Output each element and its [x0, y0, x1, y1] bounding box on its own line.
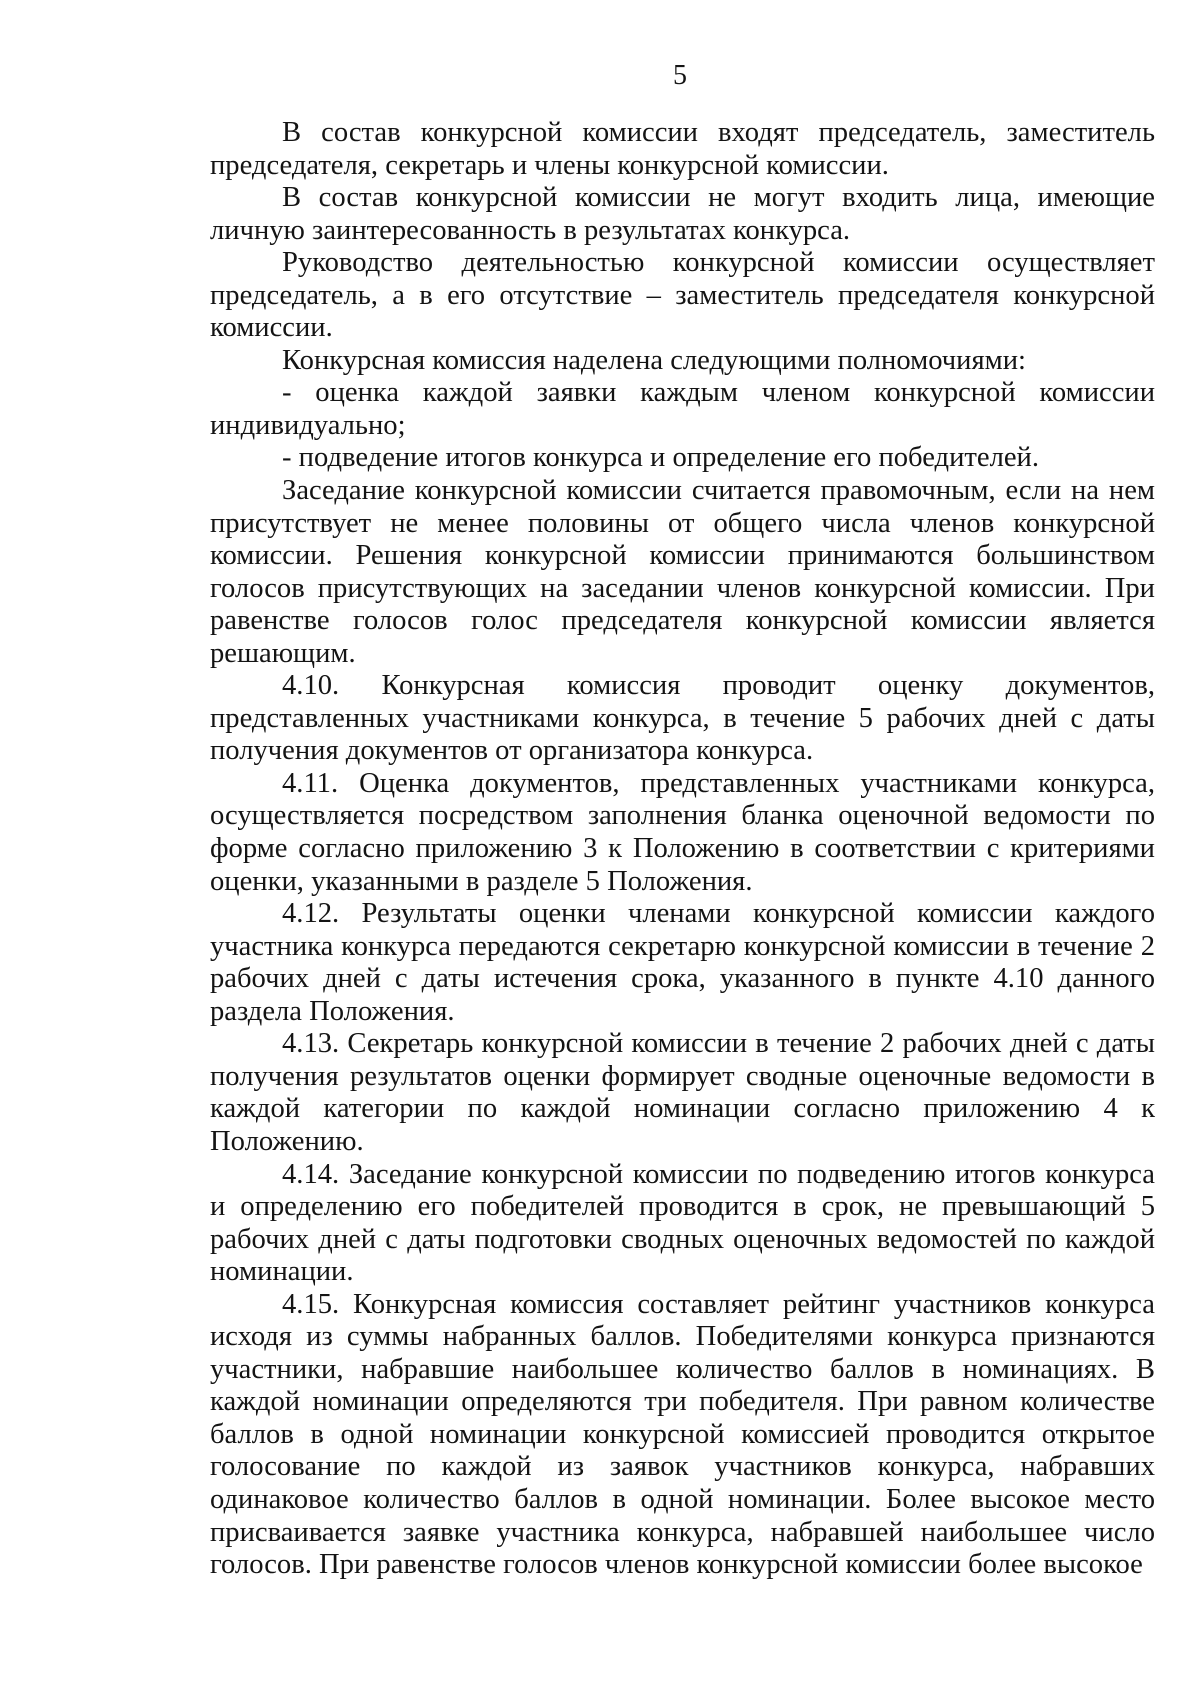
clause-4-11: 4.11. Оценка документов, представленных участниками конкурса, осуществляется посредством заполнения бланка оценочной ведомости по форме согласно приложению 3 к Положению в соответствии с критериями оценки, указанными в разделе 5 Положения. — [210, 767, 1155, 897]
clause-4-10: 4.10. Конкурсная комиссия проводит оценку документов, представленных участниками конкурса, в течение 5 рабочих дней с даты получения документов от организатора конкурса. — [210, 670, 1155, 767]
paragraph-commission-composition: В состав конкурсной комиссии входят председатель, заместитель председателя, секретарь и члены конкурсной комиссии. — [210, 117, 1155, 181]
document-body — [210, 117, 1155, 1582]
paragraph-commission-leadership: Руководство деятельностью конкурсной комиссии осуществляет председатель, а в его отсутствие – заместитель председателя конкурсной комиссии. — [210, 247, 1155, 344]
paragraph-meeting-quorum: Заседание конкурсной комиссии считается правомочным, если на нем присутствует не менее половины от общего числа членов конкурсной комиссии. Решения конкурсной комиссии принимаются большинством голосов присутствующих на заседании членов конкурсной комиссии. При равенстве голосов голос председателя конкурсной комиссии является решающим. — [210, 475, 1155, 669]
paragraph-commission-powers: Конкурсная комиссия наделена следующими полномочиями: — [282, 344, 1026, 376]
page-number: 5 — [673, 60, 687, 91]
list-item-evaluation: - оценка каждой заявки каждым членом конкурсной комиссии индивидуально; — [210, 377, 1155, 441]
paragraph-commission-restriction: В состав конкурсной комиссии не могут входить лица, имеющие личную заинтересованность в результатах конкурса. — [210, 182, 1155, 246]
clause-4-15: 4.15. Конкурсная комиссия составляет рейтинг участников конкурса исходя из суммы набранных баллов. Победителями конкурса признаются участники, набравшие наибольшее количество баллов в номинациях. В каждой номинации определяются три победителя. При равном количестве баллов в одной номинации конкурсной комиссией проводится открытое голосование по каждой из заявок участников конкурса, набравших одинаковое количество баллов в одной номинации. Более высокое место присваивается заявке участника конкурса, набравшей наибольшее число голосов. При равенстве голосов членов конкурсной комиссии более высокое — [210, 1288, 1155, 1581]
clause-4-13: 4.13. Секретарь конкурсной комиссии в течение 2 рабочих дней с даты получения результатов оценки формирует сводные оценочные ведомости в каждой категории по каждой номинации согласно приложению 4 к Положению. — [210, 1028, 1155, 1157]
list-item-results: - подведение итогов конкурса и определение его победителей. — [282, 442, 1039, 474]
clause-4-12: 4.12. Результаты оценки членами конкурсной комиссии каждого участника конкурса передаются секретарю конкурсной комиссии в течение 2 рабочих дней с даты истечения срока, указанного в пункте 4.10 данного раздела Положения. — [210, 898, 1155, 1027]
clause-4-14: 4.14. Заседание конкурсной комиссии по подведению итогов конкурса и определению его победителей проводится в срок, не превышающий 5 рабочих дней с даты подготовки сводных оценочных ведомостей по каждой номинации. — [210, 1158, 1155, 1288]
